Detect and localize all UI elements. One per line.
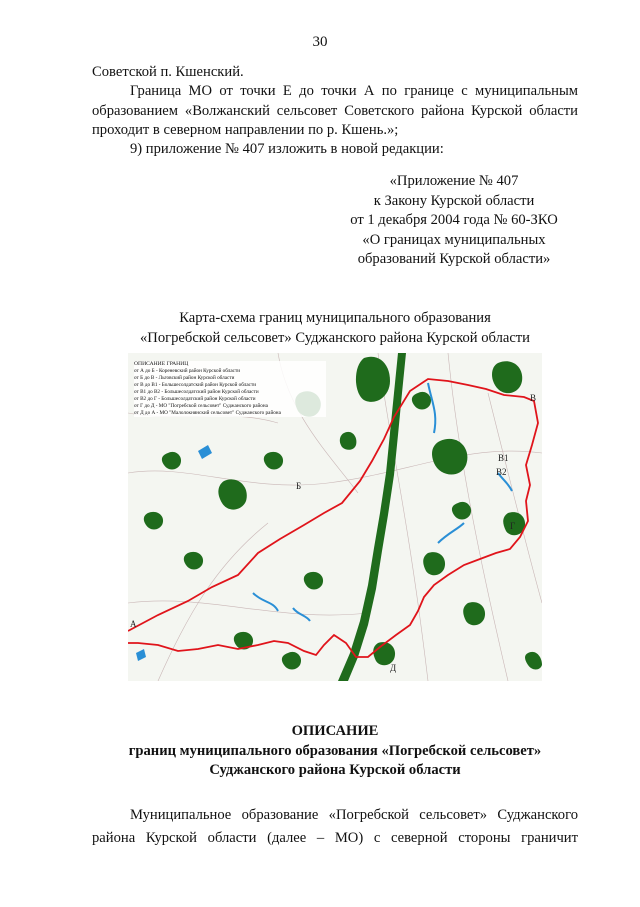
point-label-g: Г: [510, 521, 516, 531]
legend-item: от В до В1 - Большесолдатский район Курской области: [134, 382, 257, 388]
annex-line-4: «О границах муниципальных: [362, 231, 546, 248]
annex-line-5: образований Курской области»: [357, 251, 551, 267]
point-label-d: Д: [390, 663, 397, 673]
annex-line-2: к Закону Курской области: [373, 192, 535, 209]
map-title-line-2: «Погребской сельсовет» Суджанского района Курской области: [140, 329, 530, 346]
point-label-v2: В2: [496, 467, 507, 477]
description-heading: [92, 722, 578, 781]
paragraph-1: Советской п. Кшенский.: [92, 64, 244, 80]
paragraph-3: 9) приложение № 407 изложить в новой редакции:: [130, 141, 444, 157]
point-label-v1: В1: [498, 453, 509, 463]
map-legend: [134, 361, 326, 417]
point-label-b: Б: [296, 481, 302, 491]
legend-item: от Д до А - МО "Малолокнянский сельсовет" Суджанского района: [134, 410, 281, 416]
description-subtitle-2: Суджанского района Курской области: [209, 762, 461, 778]
legend-item: от А до Б - Кореневский район Курской области: [134, 368, 240, 374]
legend-item: от В1 до В2 - Большесолдатский район Курской области: [134, 389, 259, 395]
description-title: ОПИСАНИЕ: [291, 723, 379, 739]
legend-item: от Г до Д - МО "Погребской сельсовет" Суджанского района: [134, 403, 268, 409]
map-title-line-1: Карта-схема границ муниципального образования: [179, 310, 491, 326]
closing-paragraph: [92, 804, 578, 850]
description-subtitle-1: границ муниципального образования «Погребской сельсовет»: [128, 742, 542, 759]
closing-line-1: Муниципальное образование «Погребской сельсовет» Суджанского: [130, 807, 578, 823]
legend-header: ОПИСАНИЕ ГРАНИЦ: [134, 361, 189, 367]
map-title: [92, 309, 578, 348]
annex-header: [330, 172, 578, 270]
map-water: [136, 383, 512, 661]
annex-line-1: «Приложение № 407: [389, 173, 519, 189]
point-label-v: В: [530, 393, 537, 403]
legend-item: от Б до В - Льговский район Курской области: [134, 375, 235, 381]
legend-item: от В2 до Г - Большесолдатский район Курской области: [134, 396, 256, 402]
point-label-a: А: [130, 619, 137, 629]
page-number: 30: [312, 34, 328, 50]
annex-line-3: от 1 декабря 2004 года № 60-ЗКО: [350, 212, 558, 228]
closing-line-2: района Курской области (далее – МО) с северной стороны граничит: [92, 830, 578, 846]
paragraph-2: Граница МО от точки Е до точки А по границе с муниципальным образованием «Волжанский сельсовет Советского района Курской области проходит в северном направлении по р. Кшень.»;: [92, 83, 578, 138]
boundary-map: [128, 353, 542, 681]
